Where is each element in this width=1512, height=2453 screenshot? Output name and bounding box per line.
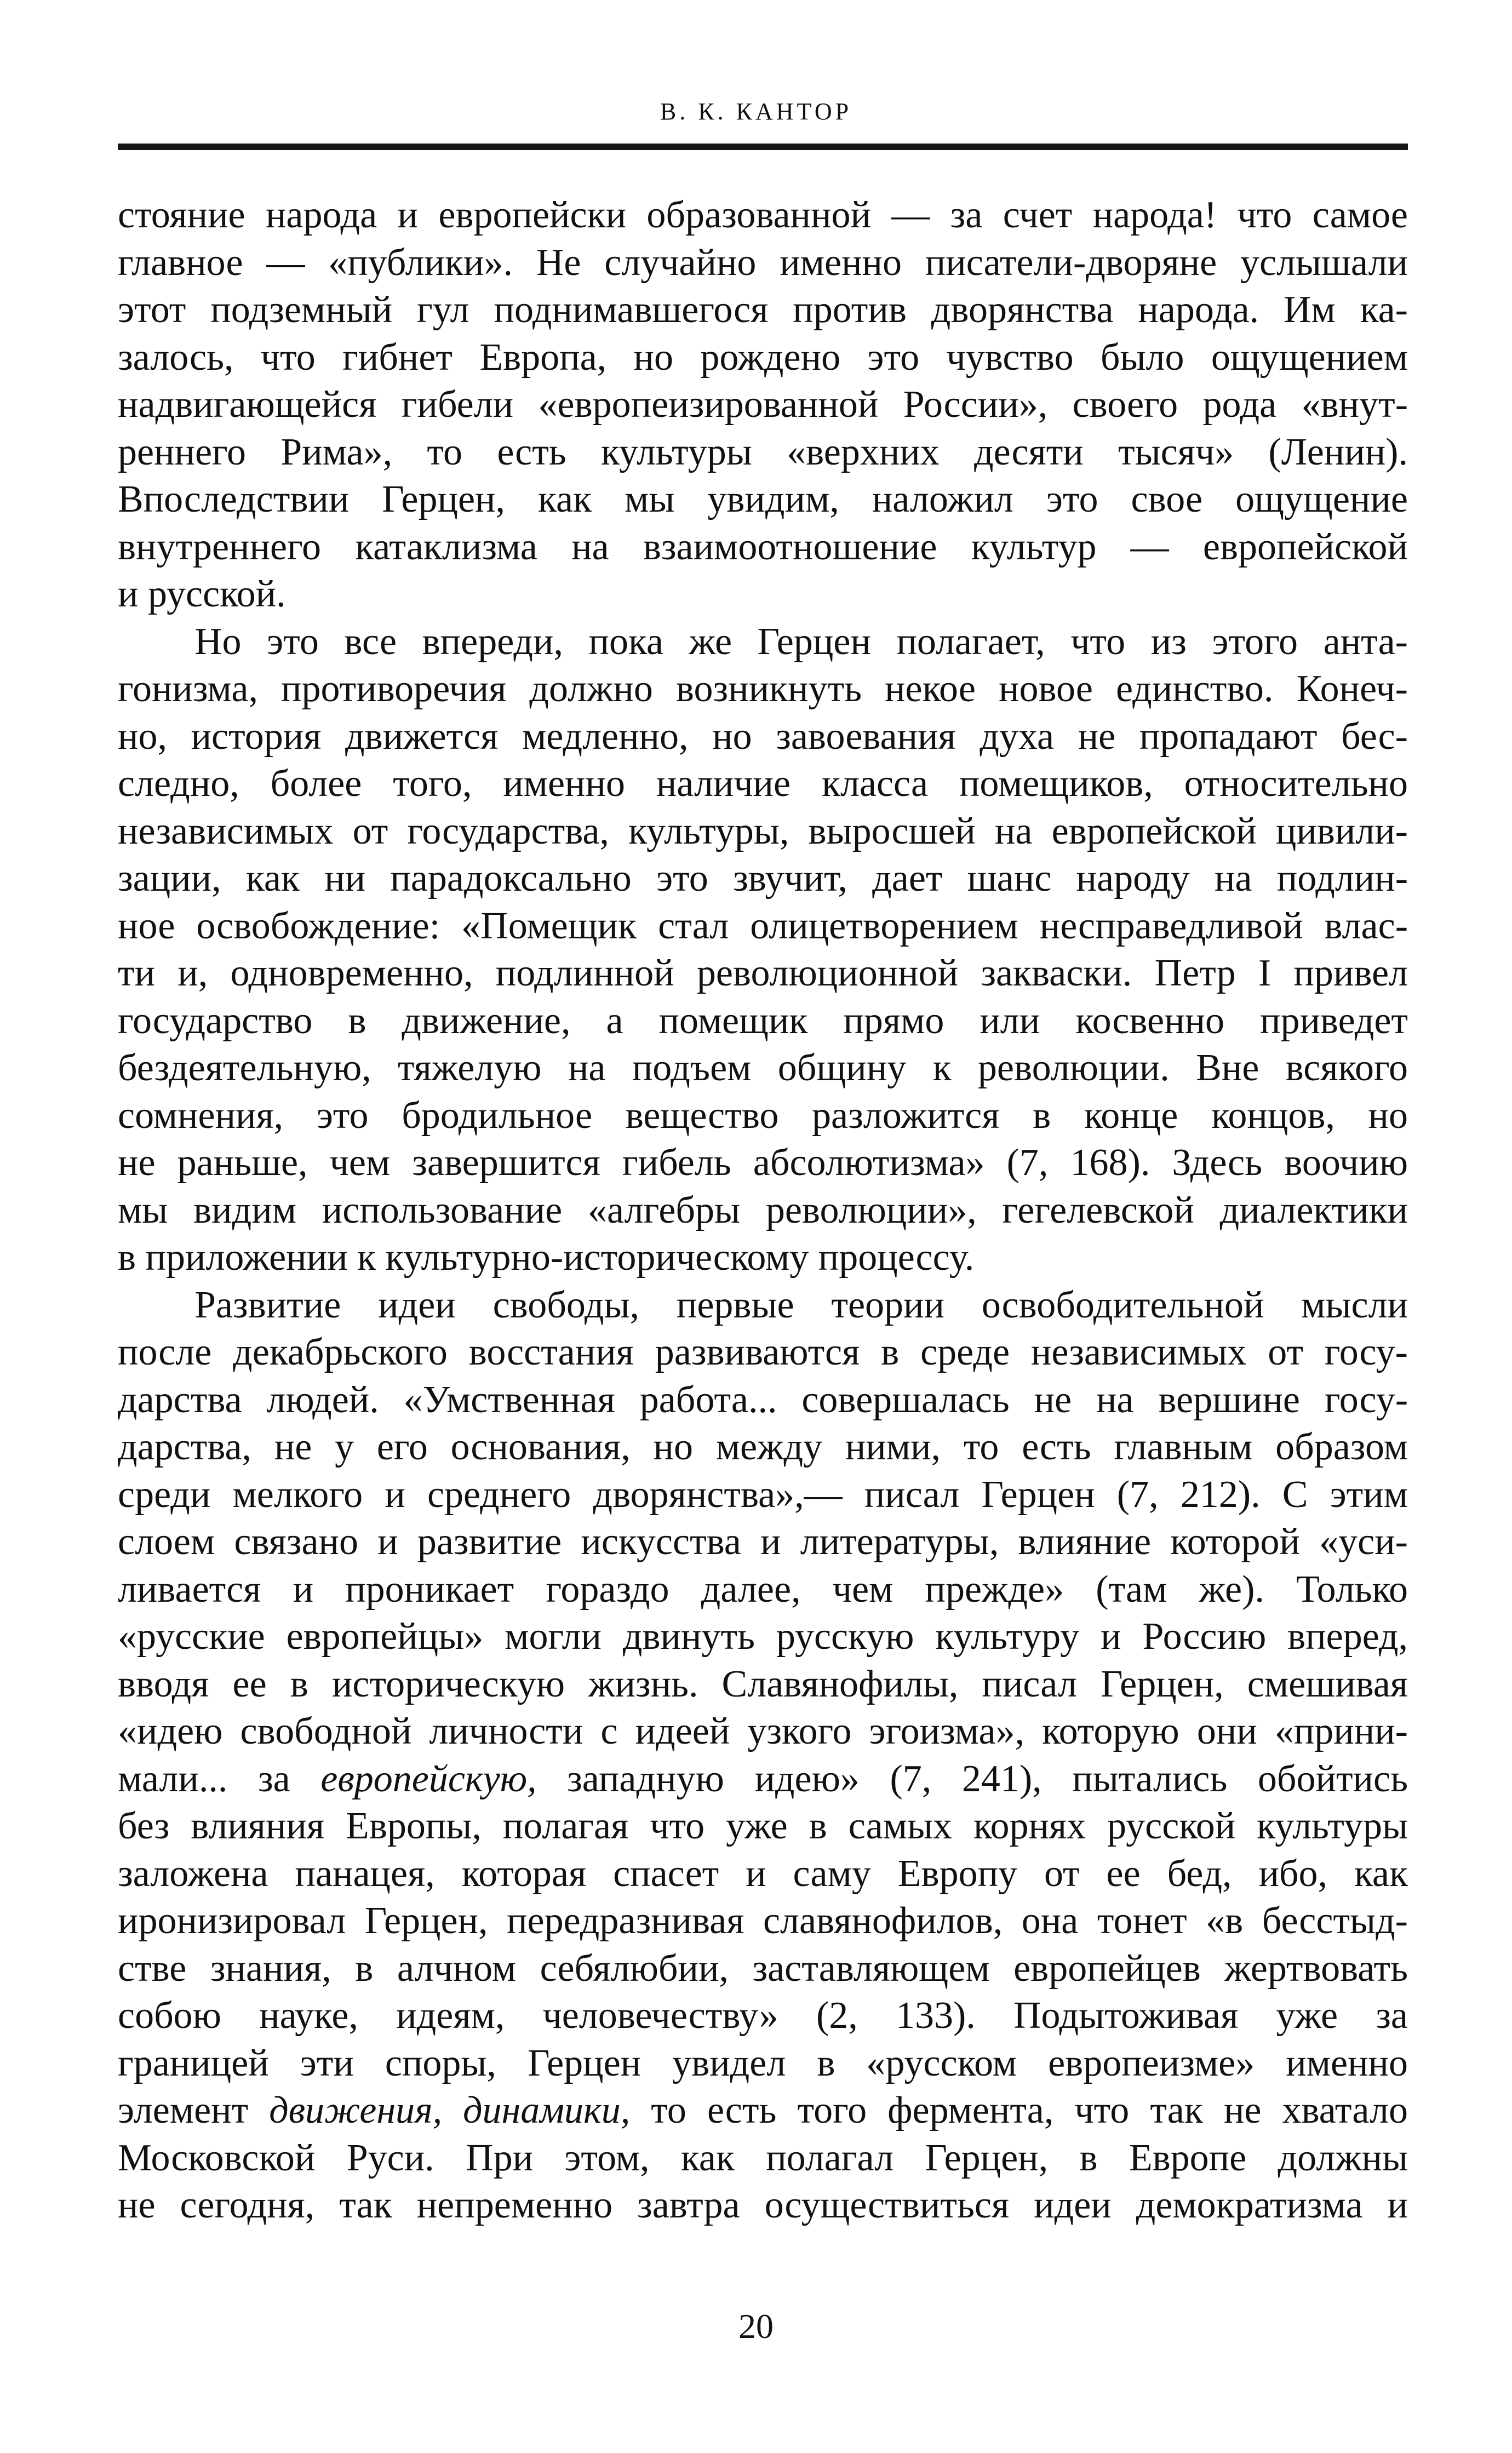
text-line: без влияния Европы, полагая что уже в самых корнях русской культуры [118, 1805, 1408, 1847]
text-line: «русские европейцы» могли двинуть русскую культуру и Россию вперед, [118, 1615, 1408, 1658]
text-line: следно, более того, именно наличие класса помещиков, относительно [118, 763, 1408, 805]
text-line: вводя ее в историческую жизнь. Славянофилы, писал Герцен, смешивая [118, 1663, 1408, 1705]
text-line: не раньше, чем завершится гибель абсолютизма» (7, 168). Здесь воочию [118, 1142, 1408, 1184]
text-line: но, история движется медленно, но завоевания духа не пропадают бес- [118, 715, 1408, 758]
header-rule [118, 144, 1408, 150]
text-line: границей эти споры, Герцен увидел в «русском европеизме» именно [118, 2042, 1408, 2084]
text-line: стояние народа и европейски образованной — за счет народа! что самое [118, 194, 1408, 236]
text-line: главное — «публики». Не случайно именно писатели-дворяне услышали [118, 241, 1408, 284]
body-text [118, 192, 1408, 2230]
text-line: независимых от государства, культуры, выросшей на европейской цивили- [118, 810, 1408, 852]
text-line: реннего Рима», то есть культуры «верхних десяти тысяч» (Ленин). [118, 431, 1408, 473]
text-line: Московской Руси. При этом, как полагал Герцен, в Европе должны [118, 2136, 1408, 2179]
text-segment: элемент [118, 2089, 270, 2131]
page-number: 20 [738, 2307, 774, 2346]
text-line: иронизировал Герцен, передразнивая славянофилов, она тонет «в бесстыд- [118, 1900, 1408, 1942]
text-line: сомнения, это бродильное вещество разложится в конце концов, но [118, 1094, 1408, 1137]
text-segment: то есть того фермента, что так не хватало [630, 2089, 1408, 2131]
text-line [118, 1756, 1408, 1803]
text-segment: западную идею» (7, 241), пытались обойтись [536, 1757, 1408, 1800]
italic-emphasis: европейскую, [320, 1757, 537, 1800]
text-line: собою науке, идеям, человечеству» (2, 133). Подытоживая уже за [118, 1995, 1408, 2037]
text-line: бездеятельную, тяжелую на подъем общину к революции. Вне всякого [118, 1047, 1408, 1089]
text-line: государство в движение, а помещик прямо или косвенно приведет [118, 999, 1408, 1042]
text-line [118, 2087, 1408, 2135]
text-line: после декабрьского восстания развиваются в среде независимых от госу- [118, 1331, 1408, 1373]
italic-emphasis: движения, динамики, [269, 2089, 631, 2131]
text-line: внутреннего катаклизма на взаимоотношение культур — европейской [118, 525, 1408, 568]
text-line: зации, как ни парадоксально это звучит, дает шанс народу на подлин- [118, 857, 1408, 899]
text-line: этот подземный гул поднимавшегося против дворянства народа. Им ка- [118, 289, 1408, 331]
text-line: ти и, одновременно, подлинной революционной закваски. Петр I привел [118, 952, 1408, 994]
text-line: «идею свободной личности с идеей узкого эгоизма», которую они «прини- [118, 1710, 1408, 1752]
text-line: надвигающейся гибели «европеизированной России», своего рода «внут- [118, 383, 1408, 426]
running-head: В. К. КАНТОР [660, 98, 852, 125]
text-line: Развитие идеи свободы, первые теории освободительной мысли [194, 1283, 1408, 1326]
text-line: Но это все впереди, пока же Герцен полагает, что из этого анта- [194, 620, 1408, 663]
text-segment: мали... за [118, 1757, 321, 1800]
text-line: гонизма, противоречия должно возникнуть некое новое единство. Конеч- [118, 668, 1408, 710]
text-line: слоем связано и развитие искусства и литературы, влияние которой «уси- [118, 1521, 1408, 1563]
text-line: не сегодня, так непременно завтра осуществиться идеи демократизма и [118, 2184, 1408, 2226]
text-line: среди мелкого и среднего дворянства»,— писал Герцен (7, 212). С этим [118, 1473, 1408, 1516]
text-line: ливается и проникает гораздо далее, чем прежде» (там же). Только [118, 1568, 1408, 1611]
text-line: залось, что гибнет Европа, но рождено это чувство было ощущением [118, 336, 1408, 379]
text-line: дарства людей. «Умственная работа... совершалась не на вершине госу- [118, 1378, 1408, 1421]
text-line: в приложении к культурно-историческому процессу. [118, 1236, 975, 1279]
text-line: мы видим использование «алгебры революции», гегелевской диалектики [118, 1189, 1408, 1231]
text-line: стве знания, в алчном себялюбии, заставляющем европейцев жертвовать [118, 1947, 1408, 1990]
text-line: и русской. [118, 573, 286, 615]
text-line: ное освобождение: «Помещик стал олицетворением несправедливой влас- [118, 904, 1408, 947]
text-line: заложена панацея, которая спасет и саму Европу от ее бед, ибо, как [118, 1852, 1408, 1895]
text-line: Впоследствии Герцен, как мы увидим, наложил это свое ощущение [118, 478, 1408, 520]
text-line: дарства, не у его основания, но между ними, то есть главным образом [118, 1426, 1408, 1468]
